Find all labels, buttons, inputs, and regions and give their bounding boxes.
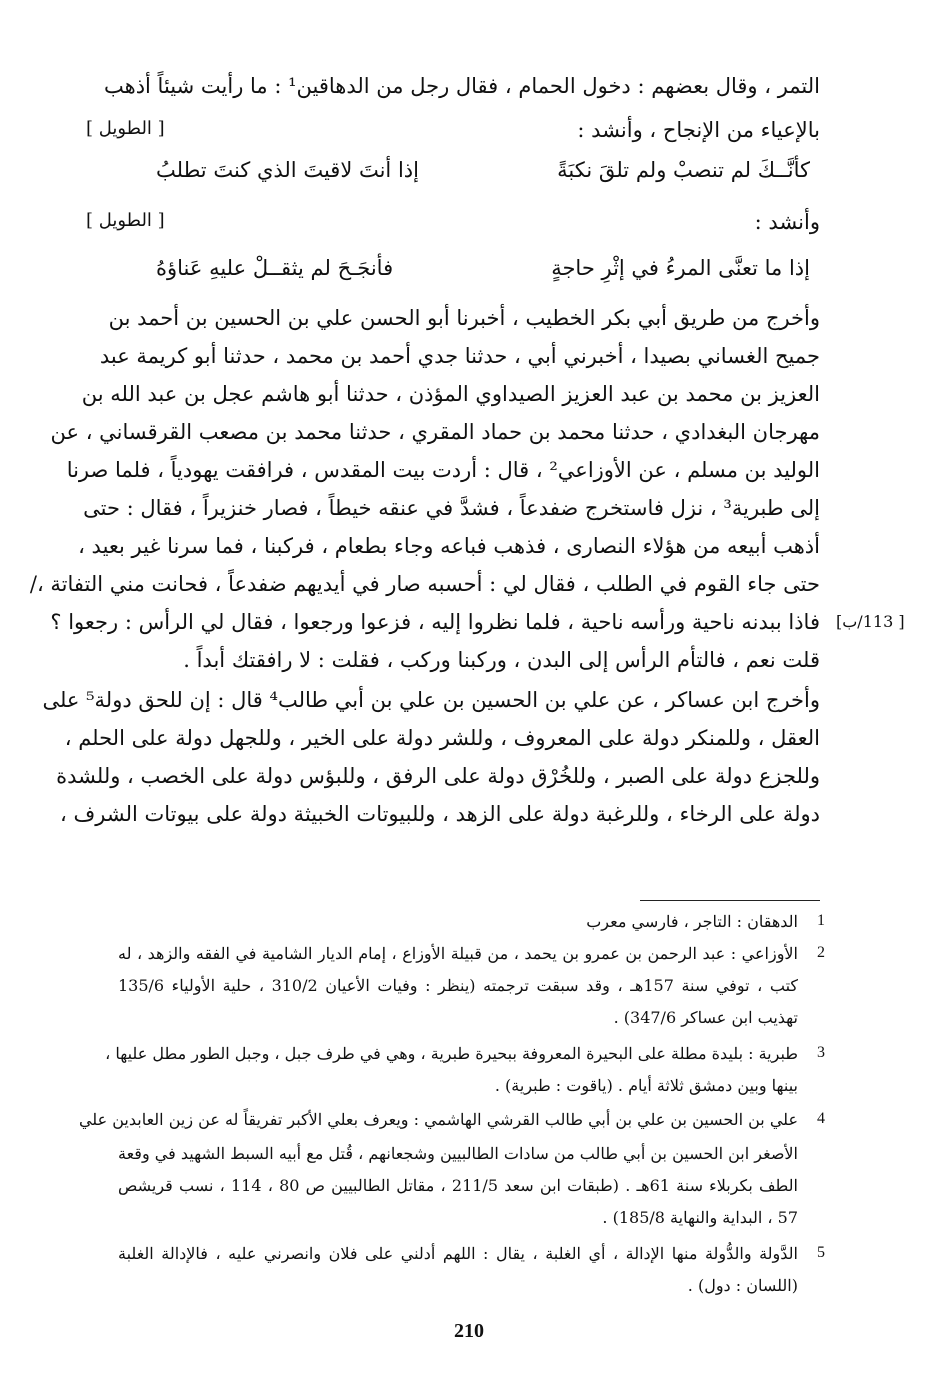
- body-line: مهرجان البغدادي ، حدثنا محمد بن حماد المقري ، حدثنا محمد بن مصعب القرقساني ، عن: [50, 420, 820, 444]
- verse-hemistich-right: إذا ما تعنَّى المرءُ في إثْرِ حاجةٍ: [551, 256, 810, 280]
- body-line: حتى جاء القوم في الطلب ، فقال لي : أحسبه صار في أيديهم ضفدعاً ، فحانت مني التفاتة ،/: [29, 572, 820, 596]
- footnote-line: الطف بكربلاء سنة 61هـ . (طبقات ابن سعد 211/5 ، مقاتل الطالبيين ص 80 ، 114 ، نسب قريشص: [118, 1176, 799, 1195]
- margin-folio-note: [ 113/ب]: [836, 612, 905, 631]
- footnote-line: الأوزاعي : عبد الرحمن بن عمرو بن يحمد ، من قبيلة الأوزاع ، إمام الديار الشامية في الفقه والزهد ، له: [118, 944, 798, 963]
- verse-hemistich-right: كأنَّــكَ لم تنصبْ ولم تلقَ نكبَةً: [557, 158, 810, 182]
- body-line: إلى طبرية³ ، نزل فاستخرج ضفدعاً ، فشدَّ في عنقه خيطاً ، فصار خنزيراً ، فقال : حتى: [83, 496, 820, 520]
- footnote-line: 57 ، البداية والنهاية 185/8) .: [602, 1208, 798, 1227]
- body-line: فاذا ببدنه ناحية ورأسه ناحية ، فلما نظروا إليه ، فزعوا ورجعوا ، فقال لي الرأس : رجعوا ؟: [50, 610, 820, 634]
- footnote-number: 4: [817, 1110, 825, 1127]
- body-line: التمر ، وقال بعضهم : دخول الحمام ، فقال رجل من الدهاقين¹ : ما رأيت شيئاً أذهب: [104, 74, 820, 98]
- body-line: العقل ، وللمنكر دولة على المعروف ، وللشر دولة على الخير ، وللجهل دولة على الحلم ،: [64, 726, 820, 750]
- body-line: العزيز بن محمد بن عبد العزيز الصيداوي المؤذن ، حدثنا أبو هاشم عجل بن عبد الله بن: [81, 382, 820, 406]
- footnote-number: 5: [817, 1244, 825, 1261]
- body-line: الوليد بن مسلم ، عن الأوزاعي² ، قال : أردت بيت المقدس ، فرافقت يهودياً ، فلما صرنا: [66, 458, 820, 482]
- footnote-line: الدهقان : التاجر ، فارسي معرب: [586, 912, 798, 931]
- footnote-line: علي بن الحسين بن علي بن أبي طالب القرشي الهاشمي : ويعرف بعلي الأكبر تفريقاً له عن زين العابدين علي: [78, 1110, 798, 1129]
- body-line: أذهب أبيعه من هؤلاء النصارى ، فذهب فباعه وجاء بطعام ، فركبنا ، فما سرنا غير بعيد ،: [78, 534, 820, 558]
- footnote-line: (اللسان : دول) .: [687, 1276, 798, 1295]
- body-line: وللجزع دولة على الصبر ، وللخُرْق دولة على الرفق ، وللبؤس دولة على الخصب ، وللشدة: [56, 764, 820, 788]
- body-line: وأنشد :: [754, 210, 820, 234]
- footnote-line: كتب ، توفي سنة 157هـ ، وقد سبقت ترجمته (ينظر : وفيات الأعيان 310/2 ، حلية الأولياء 135/6: [118, 976, 799, 995]
- page-number: 210: [454, 1320, 484, 1342]
- body-line: بالإعياء من الإنجاح ، وأنشد :: [577, 118, 820, 142]
- footnote-separator: [640, 900, 820, 901]
- footnote-number: 2: [817, 944, 825, 961]
- body-line: وأخرج من طريق أبي بكر الخطيب ، أخبرنا أبو الحسن علي بن الحسين بن أحمد بن: [108, 306, 820, 330]
- footnote-line: الأصغر ابن الحسين بن أبي طالب من سادات الطالبيين وشجعانهم ، قُتل مع أبيه السبط الشهيد في وقعة: [118, 1144, 798, 1163]
- footnote-line: طبرية : بليدة مطلة على البحيرة المعروفة ببحيرة طبرية ، وهي في طرف جبل ، وجبل الطور مطل عليها ،: [105, 1044, 798, 1063]
- footnote-line: تهذيب ابن عساكر 347/6) .: [613, 1008, 798, 1027]
- footnote-line: بينها وبين دمشق ثلاثة أيام . (ياقوت : طبرية) .: [494, 1076, 798, 1095]
- body-line: جميح الغساني بصيدا ، أخبرني أبي ، حدثنا جدي أحمد بن محمد ، حدثنا أبو كريمة عبد: [99, 344, 820, 368]
- footnote-number: 1: [817, 912, 825, 929]
- verse-hemistich-left: فأنجَـحَ لم يثقــلْ عليهِ عَناؤهُ: [156, 256, 394, 280]
- body-line: دولة على الرخاء ، وللرغبة دولة على الزهد ، وللبيوتات الخبيثة دولة على بيوتات الشرف ،: [60, 802, 820, 826]
- verse-hemistich-left: إذا أنتَ لاقيتَ الذي كنتَ تطلبُ: [156, 158, 419, 182]
- footnote-line: الدَّولة والدُّولة منها الإدالة ، أي الغلبة ، يقال : اللهم أدلني على فلان وانصرني عليه ، فالإدالة الغلبة: [118, 1244, 798, 1263]
- body-line: قلت نعم ، فالتأم الرأس إلى البدن ، وركبنا وركب ، فقلت : لا رافقتك أبداً .: [183, 648, 820, 672]
- meter-label: [ الطويل ]: [86, 210, 165, 231]
- footnote-number: 3: [817, 1044, 825, 1061]
- body-line: وأخرج ابن عساكر ، عن علي بن الحسين بن علي بن أبي طالب⁴ قال : إن للحق دولة⁵ على: [42, 688, 820, 712]
- meter-label: [ الطويل ]: [86, 118, 165, 139]
